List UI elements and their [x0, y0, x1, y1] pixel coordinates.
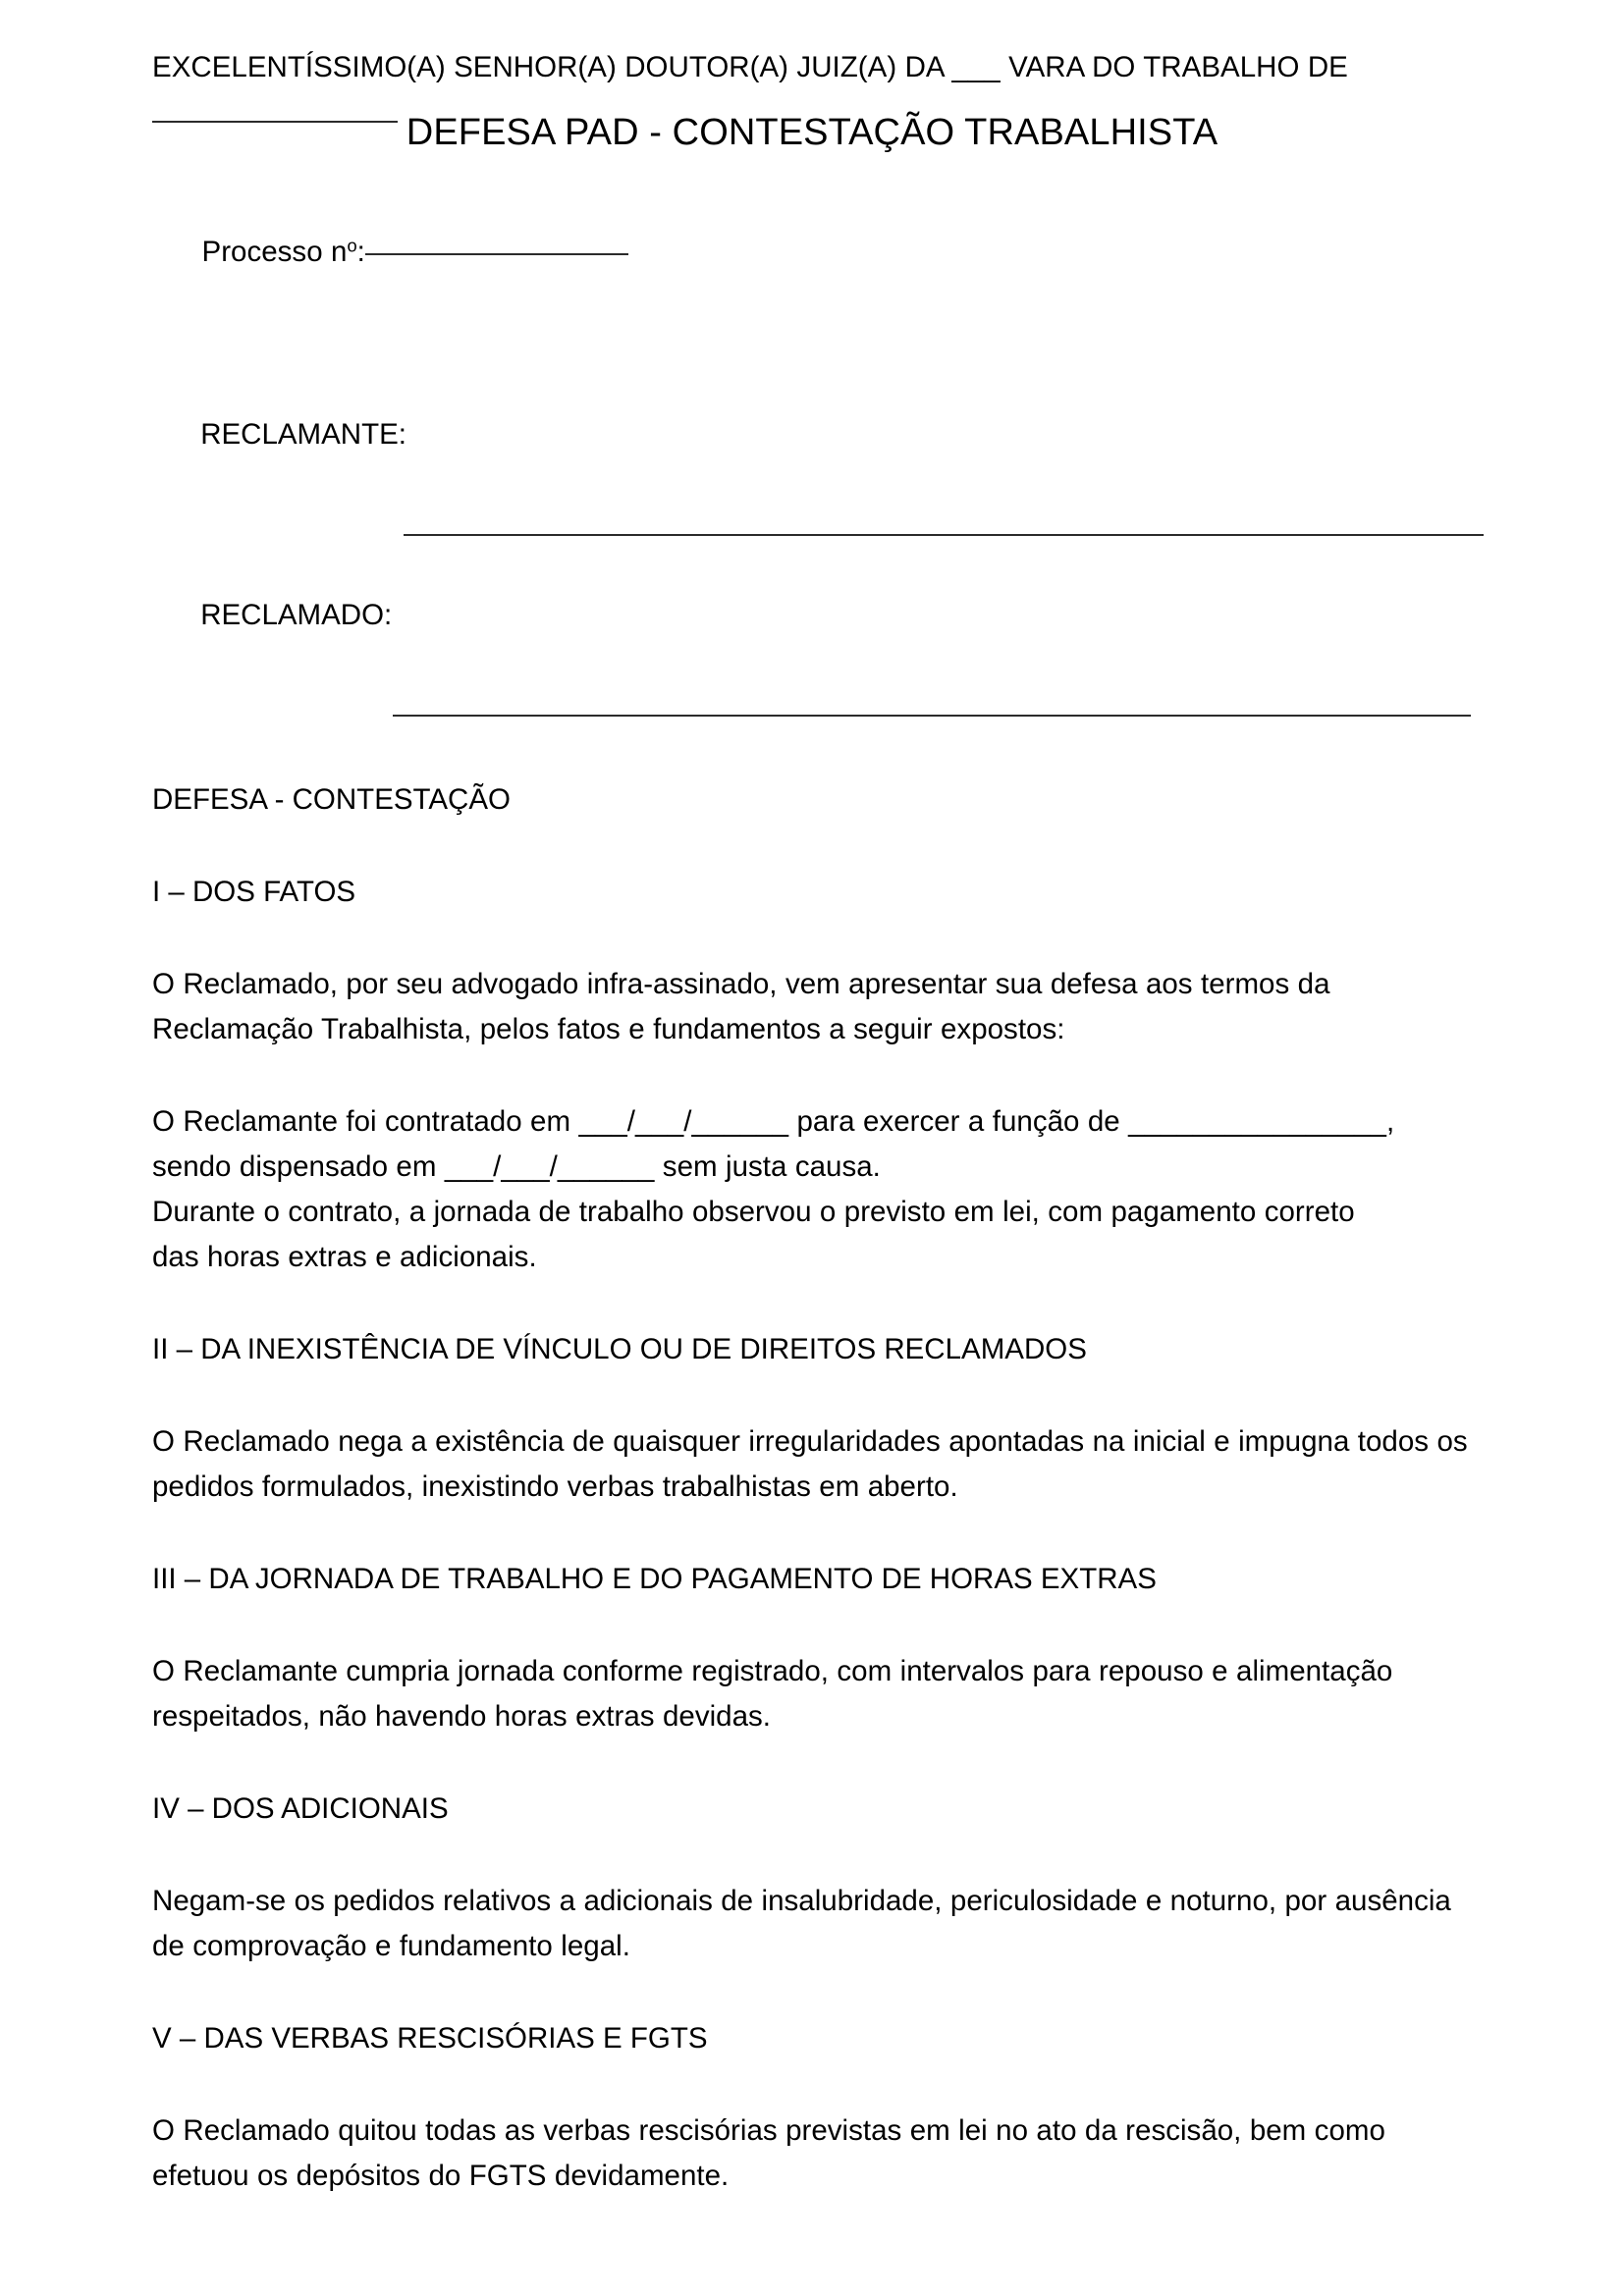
page-title: DEFESA PAD - CONTESTAÇÃO TRABALHISTA [406, 112, 1218, 153]
section-paragraph-i-1: O Reclamado, por seu advogado infra-assinado, vem apresentar sua defesa aos termos da Reclamação Trabalhista, pelos fatos e fundamentos a seguir expostos: [152, 968, 1338, 1045]
section-heading-i: I – DOS FATOS [152, 876, 356, 908]
section-paragraph-iii-1: O Reclamante cumpria jornada conforme registrado, com intervalos para repouso e alimentação respeitados, não havendo horas extras devidas. [152, 1655, 1401, 1733]
section-heading-iii: III – DA JORNADA DE TRABALHO E DO PAGAMENTO DE HORAS EXTRAS [152, 1563, 1157, 1595]
ordinal-indicator-icon: o [347, 235, 357, 256]
addressee-blank-line [152, 90, 1473, 135]
contract-line-2: sendo dispensado em ___/___/______ sem justa causa. [152, 1150, 881, 1183]
section-paragraph-ii-1: O Reclamado nega a existência de quaisquer irregularidades apontadas na inicial e impugna todos os pedidos formulados, inexistindo verbas trabalhistas em aberto. [152, 1425, 1477, 1503]
section-paragraph-v-1: O Reclamado quitou todas as verbas rescisórias previstas em lei no ato da rescisão, bem como efetuou os depósitos do FGTS devidamente. [152, 2114, 1394, 2192]
contract-line-3: Durante o contrato, a jornada de trabalho observou o previsto em lei, com pagamento correto [152, 1196, 1355, 1228]
defense-label: DEFESA - CONTESTAÇÃO [152, 783, 511, 816]
party-label-reclamante: RECLAMANTE: [200, 418, 407, 451]
section-paragraph-iv-1: Negam-se os pedidos relativos a adicionais de insalubridade, periculosidade e noturno, por ausência de comprovação e fundamento legal. [152, 1885, 1460, 1962]
contract-line-1: O Reclamante foi contratado em ___/___/______ para exercer a função de ________________, [152, 1105, 1395, 1138]
process-number-label: Processo n [201, 236, 348, 268]
process-number-line [152, 185, 1473, 320]
party-blank-rule-reclamado [393, 715, 1471, 717]
process-number-colon: : [356, 236, 365, 268]
process-number-blank [365, 233, 628, 262]
contract-line-4: das horas extras e adicionais. [152, 1241, 537, 1273]
section-heading-v: V – DAS VERBAS RESCISÓRIAS E FGTS [152, 2022, 708, 2055]
section-heading-iv: IV – DOS ADICIONAIS [152, 1792, 449, 1825]
party-label-reclamado: RECLAMADO: [200, 599, 393, 631]
party-row-reclamado [152, 548, 1473, 728]
section-heading-ii: II – DA INEXISTÊNCIA DE VÍNCULO OU DE DIREITOS RECLAMADOS [152, 1333, 1087, 1365]
addressee-blank-rule [152, 121, 398, 123]
document-body [152, 0, 1477, 2199]
addressee-line: EXCELENTÍSSIMO(A) SENHOR(A) DOUTOR(A) JUIZ(A) DA ___ VARA DO TRABALHO DE [152, 51, 1348, 83]
party-row-reclamante [152, 367, 1473, 548]
party-blank-rule-reclamante [404, 534, 1484, 536]
